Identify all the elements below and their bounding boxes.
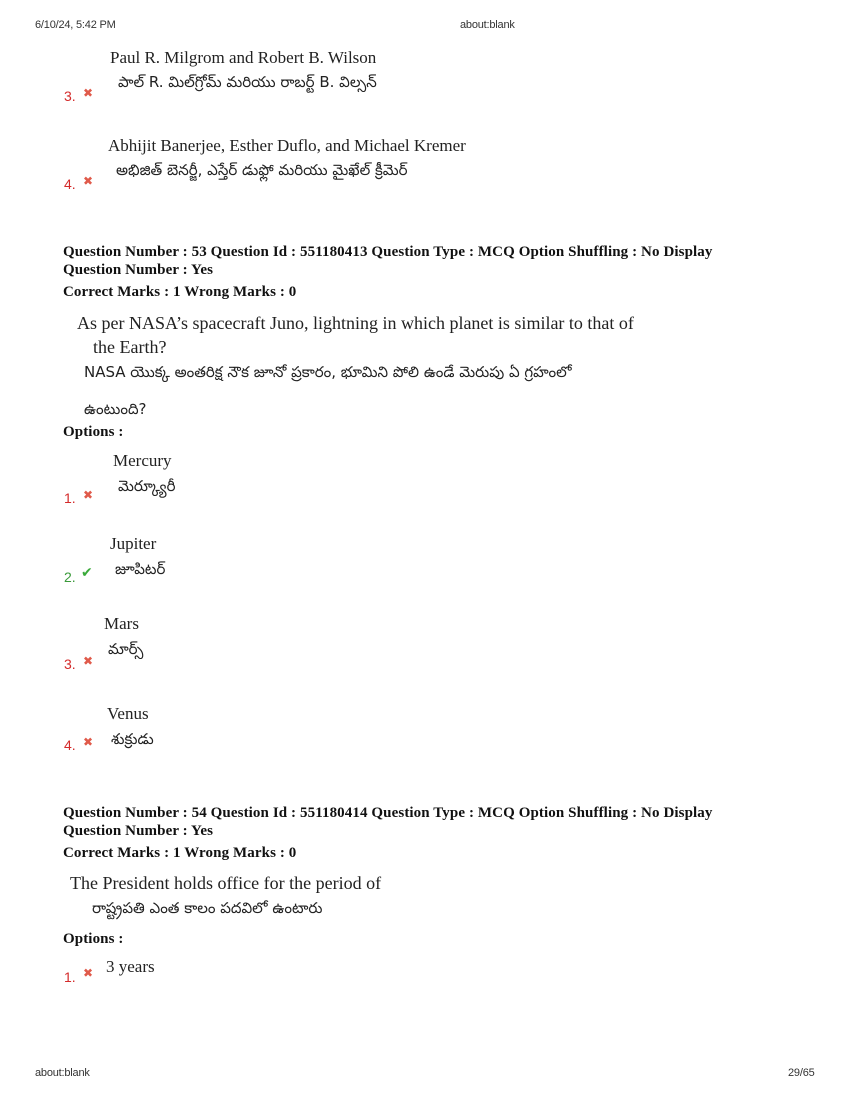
- option-text-te: మార్స్: [108, 640, 144, 658]
- cross-icon: ✖: [83, 174, 94, 188]
- options-label: Options :: [63, 424, 124, 440]
- question-meta: Question Number : 54 Question Id : 551180414 Question Type : MCQ Option Shuffling : No Display: [63, 805, 713, 821]
- option-text-te: పాల్ R. మిల్‌గ్రోమ్ మరియు రాబర్ట్ B. విల్సన్: [118, 73, 377, 91]
- question-text-te: రాష్ట్రపతి ఎంత కాలం పదవిలో ఉంటారు: [92, 899, 323, 917]
- question-text-te-cont: ఉంటుంది?: [84, 400, 147, 418]
- option-text-en: Jupiter: [110, 534, 157, 553]
- cross-icon: ✖: [83, 654, 94, 668]
- option-text-en: 3 years: [106, 957, 155, 976]
- option-number: 4.: [64, 176, 76, 192]
- print-datetime: 6/10/24, 5:42 PM: [35, 19, 116, 31]
- option-number: 1.: [64, 969, 76, 985]
- option-text-te: అభిజిత్ బెనర్జీ, ఎస్తేర్ డుఫ్లో మరియు మైఖేల్ క్రీమెర్: [116, 161, 408, 179]
- option-text-te: శుక్రుడు: [111, 730, 154, 748]
- option-number: 3.: [64, 88, 76, 104]
- question-marks: Correct Marks : 1 Wrong Marks : 0: [63, 284, 297, 300]
- question-text-en: As per NASA’s spacecraft Juno, lightning in which planet is similar to that of: [77, 313, 634, 333]
- cross-icon: ✖: [83, 86, 94, 100]
- option-number: 3.: [64, 656, 76, 672]
- options-label: Options :: [63, 931, 124, 947]
- page-counter: 29/65: [788, 1067, 815, 1079]
- option-text-en: Mars: [104, 614, 139, 633]
- option-number: 2.: [64, 569, 76, 585]
- check-icon: ✔: [81, 565, 93, 581]
- print-footer-url: about:blank: [35, 1067, 90, 1079]
- option-text-en: Paul R. Milgrom and Robert B. Wilson: [110, 48, 377, 67]
- question-meta-2: Question Number : Yes: [63, 262, 214, 278]
- question-meta-2: Question Number : Yes: [63, 823, 214, 839]
- cross-icon: ✖: [83, 735, 94, 749]
- option-text-te: జూపిటర్: [115, 560, 166, 578]
- option-text-en: Abhijit Banerjee, Esther Duflo, and Michael Kremer: [108, 136, 466, 155]
- option-number: 4.: [64, 737, 76, 753]
- question-marks: Correct Marks : 1 Wrong Marks : 0: [63, 845, 297, 861]
- question-text-en: The President holds office for the period of: [70, 873, 382, 893]
- print-title: about:blank: [460, 19, 515, 31]
- cross-icon: ✖: [83, 488, 94, 502]
- question-meta: Question Number : 53 Question Id : 551180413 Question Type : MCQ Option Shuffling : No Display: [63, 244, 713, 260]
- option-number: 1.: [64, 490, 76, 506]
- question-text-te: NASA యొక్క అంతరిక్ష నౌక జూనో ప్రకారం, భూమిని పోలి ఉండే మెరుపు ఏ గ్రహంలో: [84, 363, 572, 381]
- option-text-en: Mercury: [113, 451, 172, 470]
- cross-icon: ✖: [83, 966, 94, 980]
- question-text-en-cont: the Earth?: [93, 337, 167, 357]
- option-text-te: మెర్క్యూరీ: [118, 477, 176, 495]
- option-text-en: Venus: [107, 704, 149, 723]
